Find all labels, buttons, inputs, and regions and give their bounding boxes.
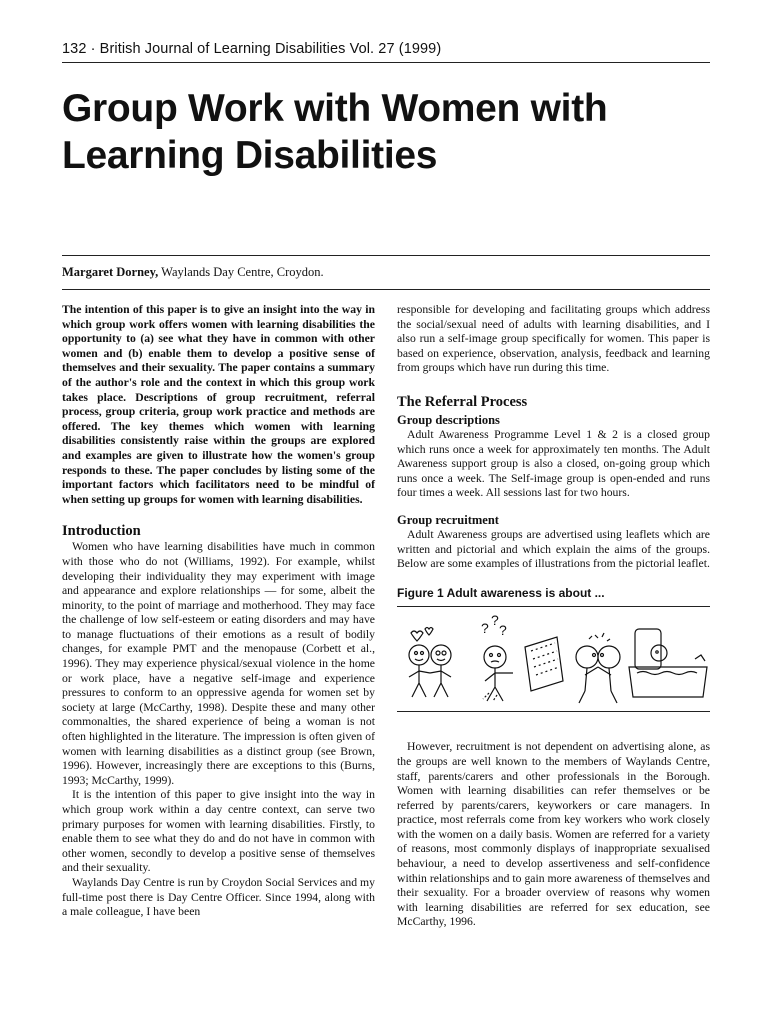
author-line	[62, 265, 324, 280]
question-mark-1: ?	[481, 620, 489, 637]
confused-person-illustration	[483, 646, 513, 701]
article-title	[62, 85, 722, 179]
header-rule	[62, 62, 710, 63]
bath-illustration	[629, 629, 707, 697]
group-descriptions-heading: Group descriptions	[397, 412, 500, 427]
intro-paragraph-3: Waylands Day Centre is run by Croydon Social Services and my full-time post there is Day Centre Officer. Since 1994, along with a male colleague, I have been	[62, 875, 375, 919]
group-descriptions-text: Adult Awareness Programme Level 1 & 2 is a closed group which runs once a week for approximately ten months. The Adult Awareness support group is also a closed, on-going group which runs once a week. The Self-image group is open-ended and runs four times a week. All sessions last for two hours.	[397, 427, 710, 500]
left-column	[62, 303, 375, 920]
title-line-2: Learning Disabilities	[62, 134, 438, 177]
question-mark-3: ?	[499, 622, 507, 639]
intro-paragraph-1: Women who have learning disabilities have much in common with those who do not (Williams, 1992). For example, whilst developing their individuality they may experiment with image and appearance and explore relationships — for some, albeit the minority, to the point of marriage and motherhood. They may face the challenge of low self-esteem or eating disorders and may have to manage fluctuations of their emotions as a result of bodily changes, for example PMT and the menopause (Corbett et al., 1996). They may experience physical/sexual violence in the home or work place, have a negative self-image and experience pressures to conform to an oppressive agenda for women set by society at large (McCarthy, 1998). Despite these and many other commonalties, the shared experience of being a woman is not often highlighted in the literature. The impression is often given of women with learning disabilities as a distinct group (see Brown, 1996). However, increasingly there are exceptions to this (Burns, 1993; McCarthy, 1999).	[62, 540, 375, 787]
right-column	[397, 303, 710, 930]
author-name: Margaret Dorney,	[62, 265, 159, 279]
group-recruitment-heading: Group recruitment	[397, 512, 499, 527]
running-head: 132 · British Journal of Learning Disabilities Vol. 27 (1999)	[62, 41, 442, 57]
kissing-couple-illustration	[576, 633, 620, 703]
referral-process-heading: The Referral Process	[397, 393, 528, 410]
figure-1-illustrations	[397, 611, 710, 711]
introduction-heading: Introduction	[62, 523, 141, 540]
leaflet-board-illustration	[525, 637, 563, 691]
figure-1-drawing	[397, 611, 710, 711]
figure-rule	[397, 606, 710, 607]
couple-illustration	[409, 628, 451, 698]
abstract: The intention of this paper is to give an insight into the way in which group work offers women with learning disabilities the opportunity to (a) see what they have in common with other women and (b) enable them to develop a positive sense of themselves and their sexuality. The paper contains a summary of the author's role and the context in which this group work takes place. Descriptions of group recruitment, referral process, group criteria, group work practice and methods are offered. The key themes which women with learning disabilities consistently raise within the groups are explored and examples are given to illustrate how the women's group responds to these. The paper concludes by listing some of the important factors which facilitators need to be mindful of when setting up groups for women with learning disabilities.	[62, 303, 375, 506]
figure-bottom-rule	[397, 711, 710, 712]
after-figure-paragraph: However, recruitment is not dependent on advertising alone, as the groups are well known to the members of Waylands Centre, staff, parents/carers and other professionals in the Borough. Women with learning disabilities can refer themselves or be referred by parents/carers, keyworkers or care managers. In practice, most referrals come from key workers who work closely with the women on a daily basis. Women are referred for a variety of reasons, most commonly displays of inappropriate sexualised behaviour, a need to develop assertiveness and self-confidence within relationships and to gain more awareness of themselves and their sexuality. For a broader overview of reasons why women with learning disabilities are referred for sex education, see McCarthy, 1996.	[397, 740, 710, 929]
figure-caption: Figure 1 Adult awareness is about ...	[397, 585, 605, 600]
title-line-1: Group Work with Women with	[62, 87, 608, 130]
continued-paragraph: responsible for developing and facilitating groups which address the social/sexual need of adults with learning disabilities, and I also run a self-image group specifically for women. This paper is based on experience, observation, analysis, feedback and learning from groups which have run during this time.	[397, 303, 710, 375]
author-rule-top	[62, 255, 710, 256]
author-rule-bottom	[62, 289, 710, 290]
question-mark-2: ?	[491, 612, 499, 629]
author-affiliation: Waylands Day Centre, Croydon.	[158, 265, 324, 279]
intro-paragraph-2: It is the intention of this paper to give insight into the way in which group work within a day centre context, can serve two primary purposes for women with learning disabilities. Firstly, to enable them to see what they do and do not have in common with other women, secondly to develop a positive sense of themselves and their sexuality.	[62, 788, 375, 875]
group-recruitment-text: Adult Awareness groups are advertised using leaflets which are written and pictorial and which explain the aims of the groups. Below are some examples of illustrations from the pictorial leaflet.	[397, 527, 710, 571]
